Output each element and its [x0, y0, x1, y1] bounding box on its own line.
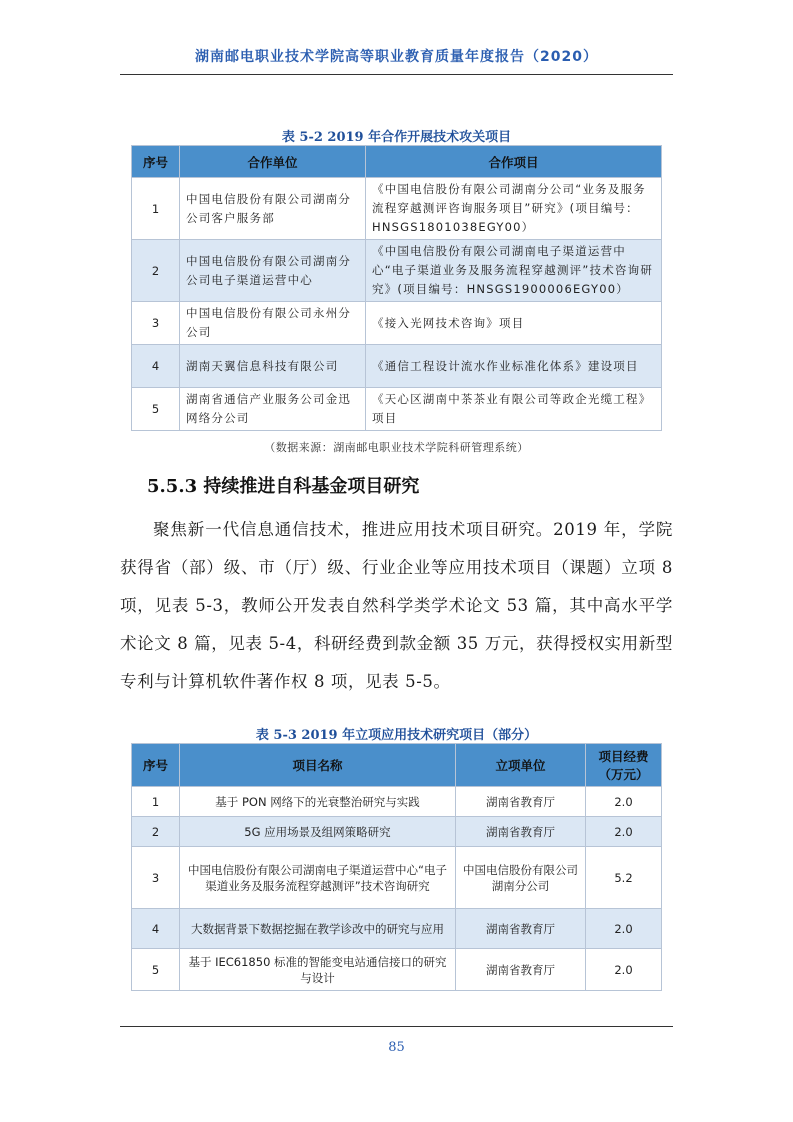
cell-project: 《接入光网技术咨询》项目	[366, 302, 662, 345]
cell-project: 《通信工程设计流水作业标准化体系》建设项目	[366, 345, 662, 388]
cell-fund: 2.0	[586, 909, 662, 949]
table-row	[132, 817, 662, 847]
section-heading: 5.5.3 持续推进自科基金项目研究	[147, 476, 420, 497]
body-paragraph: 聚焦新一代信息通信技术，推进应用技术项目研究。2019 年，学院获得省（部）级、市（厅）级、行业企业等应用技术项目（课题）立项 8 项，见表 5-3，教师公开发表自然科学类学术论文 53 篇，其中高水平学术论文 8 篇，见表 5-4，科研经费到款金额 35 万元，获得授权实用新型专利与计算机软件著作权 8 项，见表 5-5。	[120, 520, 673, 691]
cell-project: 《中国电信股份有限公司湖南分公司“业务及服务流程穿越测评咨询服务项目”研究》(项目编号：HNSGS1801038EGY00）	[366, 178, 662, 240]
cell-unit: 湖南省教育厅	[456, 787, 586, 817]
cell-no: 4	[132, 345, 180, 388]
cell-fund: 2.0	[586, 949, 662, 991]
cell-no: 4	[132, 909, 180, 949]
cell-no: 2	[132, 240, 180, 302]
cell-fund: 2.0	[586, 817, 662, 847]
cell-unit: 湖南天翼信息科技有限公司	[180, 345, 366, 388]
cell-fund: 2.0	[586, 787, 662, 817]
table-row	[132, 240, 662, 302]
table-row	[132, 909, 662, 949]
cell-project: 《天心区湖南中茶茶业有限公司等政企光缆工程》项目	[366, 388, 662, 431]
table1-source-note: （数据来源：湖南邮电职业技术学院科研管理系统）	[264, 441, 529, 454]
cell-unit: 湖南省教育厅	[456, 949, 586, 991]
table-row	[132, 178, 662, 240]
cell-name: 基于 PON 网络下的光衰整治研究与实践	[180, 787, 456, 817]
cell-unit: 中国电信股份有限公司湖南分公司电子渠道运营中心	[180, 240, 366, 302]
cell-unit: 中国电信股份有限公司湖南分公司客户服务部	[180, 178, 366, 240]
col-header-name: 项目名称	[180, 744, 456, 787]
cell-name: 大数据背景下数据挖掘在教学诊改中的研究与应用	[180, 909, 456, 949]
cell-no: 5	[132, 388, 180, 431]
table1-caption: 表 5-2 2019 年合作开展技术攻关项目	[281, 130, 512, 145]
cell-unit: 湖南省通信产业服务公司金迅网络分公司	[180, 388, 366, 431]
footer-rule	[120, 1026, 673, 1027]
cell-unit: 中国电信股份有限公司湖南分公司	[456, 847, 586, 909]
col-header-unit: 立项单位	[456, 744, 586, 787]
table-row	[132, 388, 662, 431]
cell-name: 中国电信股份有限公司湖南电子渠道运营中心“电子渠道业务及服务流程穿越测评”技术咨询研究	[180, 847, 456, 909]
cell-no: 2	[132, 817, 180, 847]
cell-fund: 5.2	[586, 847, 662, 909]
col-header-unit: 合作单位	[180, 146, 366, 178]
table-header-row	[132, 146, 662, 178]
table2-caption: 表 5-3 2019 年立项应用技术研究项目（部分）	[255, 728, 538, 743]
col-header-project: 合作项目	[366, 146, 662, 178]
table-row	[132, 345, 662, 388]
cell-no: 3	[132, 302, 180, 345]
col-header-fund: 项目经费（万元）	[586, 744, 662, 787]
table-row	[132, 302, 662, 345]
col-header-no: 序号	[132, 744, 180, 787]
cell-unit: 湖南省教育厅	[456, 817, 586, 847]
cell-name: 基于 IEC61850 标准的智能变电站通信接口的研究与设计	[180, 949, 456, 991]
col-header-no: 序号	[132, 146, 180, 178]
page-number: 85	[388, 1040, 405, 1055]
cell-name: 5G 应用场景及组网策略研究	[180, 817, 456, 847]
cell-no: 3	[132, 847, 180, 909]
table-row	[132, 847, 662, 909]
table-applied-research-projects	[131, 743, 662, 991]
cell-unit: 中国电信股份有限公司永州分公司	[180, 302, 366, 345]
cell-no: 1	[132, 787, 180, 817]
table-cooperation-projects	[131, 145, 662, 431]
header-rule	[120, 74, 673, 75]
table-header-row	[132, 744, 662, 787]
table-row	[132, 787, 662, 817]
cell-project: 《中国电信股份有限公司湖南电子渠道运营中心“电子渠道业务及服务流程穿越测评”技术咨询研究》(项目编号：HNSGS1900006EGY00）	[366, 240, 662, 302]
cell-no: 1	[132, 178, 180, 240]
cell-unit: 湖南省教育厅	[456, 909, 586, 949]
running-header: 湖南邮电职业技术学院高等职业教育质量年度报告（2020）	[195, 49, 598, 65]
table-row	[132, 949, 662, 991]
cell-no: 5	[132, 949, 180, 991]
